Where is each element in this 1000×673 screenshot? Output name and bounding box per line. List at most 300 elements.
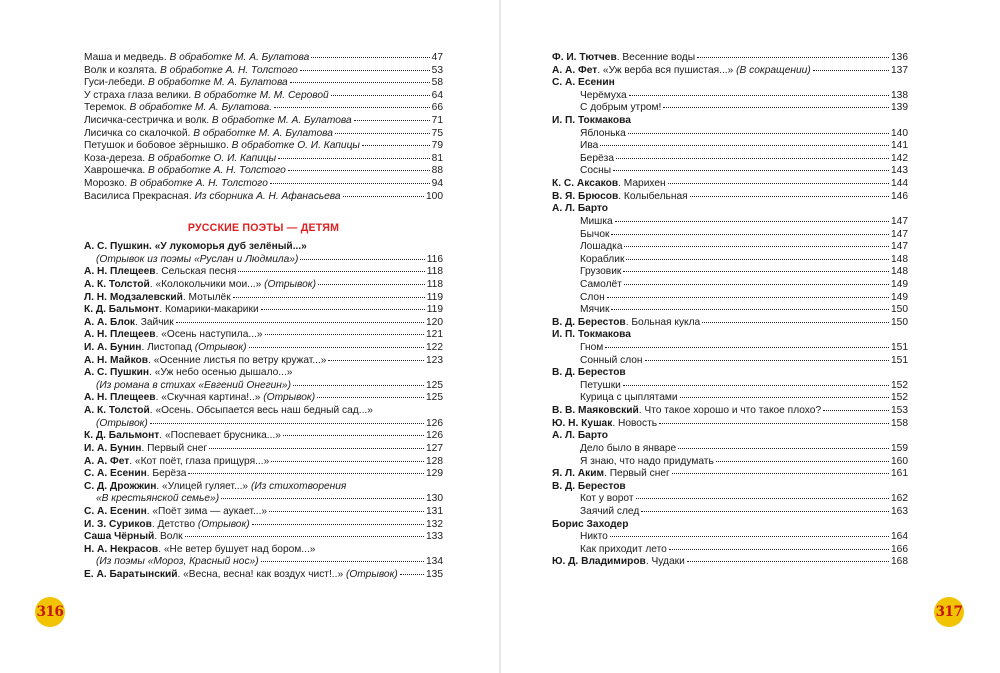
entry-title: Яблонька <box>580 127 626 139</box>
page-ref: 148 <box>891 266 908 278</box>
entry-title: Самолёт <box>580 278 622 290</box>
toc-entry[interactable] <box>84 506 443 519</box>
page-ref: 152 <box>891 392 908 404</box>
leader-dots <box>613 170 889 171</box>
entry-title: Волк и козлята. <box>84 64 158 76</box>
toc-entry[interactable] <box>552 342 908 355</box>
author-name: Саша Чёрный <box>84 531 155 543</box>
toc-entry[interactable] <box>552 456 908 469</box>
page-ref: 140 <box>891 127 908 139</box>
page-ref: 119 <box>426 291 443 303</box>
author-heading: И. П. Токмакова <box>552 329 631 341</box>
entry-note: Из сборника А. Н. Афанасьева <box>194 190 341 202</box>
author-name: Л. Н. Модзалевский <box>84 291 183 303</box>
toc-entry-first-line <box>84 241 443 254</box>
author-name: А. Н. Плещеев <box>84 392 156 404</box>
page-ref: 123 <box>426 354 443 366</box>
leader-dots <box>283 435 424 436</box>
author-name: К. Д. Бальмонт <box>84 430 160 442</box>
entry-title: Грузовик <box>580 266 622 278</box>
toc-entry[interactable] <box>552 128 908 141</box>
page-ref: 148 <box>891 253 908 265</box>
entry-title: . Весенние воды <box>616 52 696 63</box>
page-ref: 135 <box>426 569 443 580</box>
entry-title: . Новость <box>612 417 658 429</box>
page-ref: 75 <box>431 127 443 139</box>
leader-dots <box>607 297 889 298</box>
entry-title: У страха глаза велики. <box>84 89 192 101</box>
entry-note: (Отрывок) <box>195 518 250 530</box>
page-ref: 66 <box>431 102 443 114</box>
page-ref: 149 <box>891 291 908 303</box>
page-number-left: 316 <box>35 597 65 627</box>
author-name: В. В. Маяковский <box>552 405 639 417</box>
entry-title: . «Осень наступила...» <box>155 329 263 341</box>
entry-note: В обработке М. М. Серовой <box>194 89 329 101</box>
toc-entry[interactable] <box>552 229 908 242</box>
page-ref: 125 <box>426 379 443 391</box>
toc-entry[interactable] <box>84 468 443 481</box>
author-heading: В. Д. Берестов <box>552 367 626 379</box>
page-ref: 81 <box>431 152 443 164</box>
toc-entry[interactable] <box>84 115 443 128</box>
page-ref: 100 <box>426 190 443 202</box>
toc-entry[interactable] <box>84 443 443 456</box>
toc-entry[interactable] <box>84 418 443 431</box>
entry-title: Гуси-лебеди. <box>84 77 146 89</box>
author-name: И. А. Бунин <box>84 442 142 454</box>
page-ref: 116 <box>426 253 443 265</box>
entry-title: . «Весна, весна! как воздух чист!..» <box>177 569 344 580</box>
entry-title: . «Колокольчики мои...» <box>149 278 262 290</box>
author-heading: А. Л. Барто <box>552 203 608 215</box>
entry-title: . Первый снег <box>141 442 208 454</box>
page-ref: 137 <box>891 64 908 76</box>
entry-title: . Марихен <box>618 178 666 190</box>
leader-dots <box>605 347 889 348</box>
leader-dots <box>813 70 889 71</box>
page-ref: 153 <box>891 405 908 417</box>
page-ref: 119 <box>426 304 443 316</box>
author-name: Ю. Н. Кушак <box>552 417 613 429</box>
toc-entry[interactable] <box>552 443 908 456</box>
entry-title: . Колыбельная <box>618 190 688 202</box>
leader-dots <box>629 95 889 96</box>
page-ref: 79 <box>431 140 443 152</box>
toc-entry[interactable] <box>84 430 443 443</box>
entry-title: . «Поёт зима — аукает...» <box>146 505 268 517</box>
leader-dots <box>626 259 889 260</box>
toc-entry[interactable] <box>84 569 443 582</box>
leader-dots <box>680 397 889 398</box>
toc-entry[interactable] <box>84 90 443 103</box>
entry-title: Мячик <box>580 304 610 316</box>
page-ref: 125 <box>426 392 443 404</box>
page-ref: 129 <box>426 468 443 480</box>
page-ref: 130 <box>426 493 443 505</box>
entry-note: (В сокращении) <box>733 64 811 76</box>
leader-dots <box>185 536 424 537</box>
leader-dots <box>823 410 889 411</box>
leader-dots <box>221 498 424 499</box>
author-heading: С. А. Есенин <box>552 77 615 89</box>
entry-title: . Чудаки <box>645 556 685 568</box>
toc-entry[interactable] <box>552 493 908 506</box>
toc-entry[interactable] <box>552 355 908 368</box>
author-name: Ю. Д. Владимиров <box>552 556 646 568</box>
entry-title: . «Уж верба вся пушистая...» <box>597 64 734 76</box>
toc-entry[interactable] <box>552 140 908 153</box>
entry-note: «В крестьянской семье») <box>96 493 220 505</box>
author-name: А. Н. Майков <box>84 354 149 366</box>
leader-dots <box>687 561 889 562</box>
toc-entry[interactable] <box>552 191 908 204</box>
entry-note: В обработке М. А. Булатова <box>193 127 333 139</box>
entry-title: Василиса Прекрасная. <box>84 190 192 202</box>
entry-title: Дело было в январе <box>580 442 677 454</box>
entry-note: (Из романа в стихах «Евгений Онегин») <box>96 379 291 391</box>
leader-dots <box>288 170 430 171</box>
page-ref: 134 <box>426 556 443 568</box>
toc-entry[interactable] <box>84 254 443 267</box>
entry-title: С добрым утром! <box>580 102 662 114</box>
toc-entry[interactable] <box>84 304 443 317</box>
leader-dots <box>317 397 424 398</box>
entry-note: В обработке М. А. Булатова <box>147 77 288 89</box>
left-page-contents <box>84 52 443 582</box>
toc-entry[interactable] <box>84 556 443 569</box>
page-ref: 162 <box>891 493 908 505</box>
toc-entry[interactable] <box>84 317 443 330</box>
toc-entry[interactable] <box>84 329 443 342</box>
author-name: А. К. Толстой <box>84 278 150 290</box>
toc-entry[interactable] <box>84 342 443 355</box>
author-name: К. Д. Бальмонт <box>84 304 160 316</box>
entry-title: Бычок <box>580 228 610 240</box>
toc-entry[interactable] <box>552 178 908 191</box>
toc-entry[interactable] <box>552 266 908 279</box>
author-heading: А. Л. Барто <box>552 430 608 442</box>
author-name: А. Н. Плещеев <box>84 329 156 341</box>
toc-entry[interactable] <box>552 153 908 166</box>
leader-dots <box>271 461 424 462</box>
leader-dots <box>669 549 889 550</box>
leader-dots <box>690 196 889 197</box>
entry-title: Кораблик <box>580 253 625 265</box>
toc-entry[interactable] <box>84 519 443 532</box>
toc-entry[interactable] <box>552 254 908 267</box>
entry-title: Заячий след <box>580 505 640 517</box>
entry-note: В обработке О. И. Капицы <box>231 140 360 152</box>
entry-title: Слон <box>580 291 605 303</box>
entry-note: (Отрывок) <box>260 392 316 404</box>
entry-title: Сонный слон <box>580 354 643 366</box>
toc-entry[interactable] <box>552 216 908 229</box>
leader-dots <box>261 561 424 562</box>
page-ref: 161 <box>891 468 908 480</box>
entry-note: (Отрывок) <box>261 278 316 290</box>
entry-note: В обработке М. А. Булатова. <box>129 102 273 114</box>
toc-entry[interactable] <box>84 140 443 153</box>
leader-dots <box>623 385 889 386</box>
entry-title: . Сельская песня <box>155 266 237 278</box>
toc-entry[interactable] <box>84 380 443 393</box>
toc-entry[interactable] <box>84 77 443 90</box>
leader-dots <box>610 536 889 537</box>
toc-entry-first-line <box>84 405 443 418</box>
page-ref: 132 <box>426 518 443 530</box>
entry-title: . Листопад <box>141 342 192 354</box>
leader-dots <box>188 473 424 474</box>
page-ref: 139 <box>891 102 908 114</box>
toc-entry[interactable] <box>552 531 908 544</box>
toc-entry[interactable] <box>552 506 908 519</box>
page-ref: 147 <box>891 228 908 240</box>
leader-dots <box>318 284 425 285</box>
entry-note: В обработке А. Н. Толстого <box>130 178 268 190</box>
entry-title: Маша и медведь. <box>84 52 167 63</box>
author-name: С. А. Есенин <box>84 468 147 480</box>
entry-title: Хаврошечка. <box>84 165 146 177</box>
right-page-contents <box>552 52 908 569</box>
leader-dots <box>252 524 424 525</box>
entry-note: В обработке О. И. Капицы <box>147 152 277 164</box>
page-ref: 141 <box>891 140 908 152</box>
page-ref: 147 <box>891 241 908 253</box>
entry-title: . «Улицей гуляет...» <box>156 480 249 492</box>
page-ref: 118 <box>426 266 443 278</box>
page-ref: 151 <box>891 354 908 366</box>
toc-entry[interactable] <box>552 392 908 405</box>
entry-title: Лисичка-сестричка и волк. <box>84 115 210 127</box>
leader-dots <box>616 158 889 159</box>
author-name: А. А. Блок <box>84 316 136 328</box>
entry-note: В обработке М. А. Булатова <box>169 52 310 63</box>
toc-entry[interactable] <box>552 292 908 305</box>
leader-dots <box>300 70 430 71</box>
author-name: А. С. Пушкин <box>84 367 150 379</box>
leader-dots <box>354 120 430 121</box>
author-name: А. К. Толстой <box>84 405 150 417</box>
entry-title: . Берёза <box>146 468 187 480</box>
leader-dots <box>615 221 889 222</box>
toc-entry[interactable] <box>84 279 443 292</box>
leader-dots <box>274 107 430 108</box>
toc-entry[interactable] <box>552 102 908 115</box>
toc-entry[interactable] <box>552 52 908 65</box>
toc-entry[interactable] <box>84 128 443 141</box>
entry-note: (Отрывок) <box>191 342 247 354</box>
entry-title: . Комарики-макарики <box>159 304 259 316</box>
toc-entry[interactable] <box>84 355 443 368</box>
page-ref: 158 <box>891 417 908 429</box>
toc-entry[interactable] <box>84 531 443 544</box>
leader-dots <box>645 360 889 361</box>
leader-dots <box>269 511 424 512</box>
entry-title: . «Осенние листья по ветру кружат...» <box>148 354 327 366</box>
entry-title: Как приходит лето <box>580 543 667 555</box>
author-name: А. А. Фет <box>84 455 130 467</box>
author-heading: И. П. Токмакова <box>552 115 631 127</box>
entry-title: Коза-дереза. <box>84 152 146 164</box>
toc-entry[interactable] <box>84 266 443 279</box>
toc-entry[interactable] <box>552 405 908 418</box>
toc-entry[interactable] <box>552 65 908 78</box>
entry-title: . Мотылёк <box>182 291 231 303</box>
toc-entry[interactable] <box>84 102 443 115</box>
leader-dots <box>624 284 889 285</box>
entry-title: . «Уж небо осенью дышало...» <box>149 367 293 379</box>
page-ref: 64 <box>431 89 443 101</box>
toc-entry[interactable] <box>552 468 908 481</box>
leader-dots <box>702 322 889 323</box>
page-ref: 71 <box>431 115 443 127</box>
leader-dots <box>209 448 424 449</box>
leader-dots <box>311 57 429 58</box>
leader-dots <box>270 183 430 184</box>
entry-title: Лисичка со скалочкой. <box>84 127 191 139</box>
page-ref: 122 <box>426 342 443 354</box>
leader-dots <box>668 183 889 184</box>
toc-entry[interactable] <box>84 456 443 469</box>
entry-note: В обработке М. А. Булатова <box>211 115 352 127</box>
page-ref: 127 <box>426 442 443 454</box>
leader-dots <box>265 334 424 335</box>
page-ref: 53 <box>431 64 443 76</box>
entry-title: Ива <box>580 140 599 152</box>
toc-entry[interactable] <box>552 90 908 103</box>
toc-entry[interactable] <box>552 317 908 330</box>
author-name: С. Д. Дрожжин <box>84 480 157 492</box>
toc-entry[interactable] <box>84 65 443 78</box>
author-name: Е. А. Баратынский <box>84 569 178 580</box>
author-heading: Борис Заходер <box>552 518 629 530</box>
toc-entry[interactable] <box>552 165 908 178</box>
page-ref: 147 <box>891 215 908 227</box>
book-spine <box>499 0 501 673</box>
leader-dots <box>611 234 889 235</box>
entry-title: . «Скучная картина!..» <box>155 392 261 404</box>
leader-dots <box>641 511 889 512</box>
page-ref: 47 <box>431 52 443 63</box>
entry-title: Мишка <box>580 215 613 227</box>
page-ref: 131 <box>426 505 443 517</box>
entry-title: Петушки <box>580 379 621 391</box>
leader-dots <box>623 271 889 272</box>
author-name: В. Я. Брюсов <box>552 190 619 202</box>
leader-dots <box>331 95 430 96</box>
leader-dots <box>678 448 889 449</box>
leader-dots <box>636 498 889 499</box>
page-ref: 133 <box>426 531 443 543</box>
entry-title: Кот у ворот <box>580 493 634 505</box>
page-number-right: 317 <box>934 597 964 627</box>
author-name: А. С. Пушкин <box>84 241 150 253</box>
entry-title: Гном <box>580 342 604 354</box>
page-ref: 136 <box>891 52 908 63</box>
leader-dots <box>343 196 424 197</box>
toc-entry[interactable] <box>552 418 908 431</box>
toc-entry[interactable] <box>84 191 443 204</box>
page-ref: 138 <box>891 89 908 101</box>
toc-entry[interactable] <box>84 165 443 178</box>
page-ref: 160 <box>891 455 908 467</box>
entry-title: . «Не ветер бушует над бором...» <box>158 543 316 555</box>
page-ref: 126 <box>426 417 443 429</box>
toc-entry-first-line <box>84 544 443 557</box>
entry-title: . «Осень. Обсыпается весь наш бедный сад...» <box>149 405 373 417</box>
entry-title: . Детство <box>151 518 196 530</box>
leader-dots <box>716 461 889 462</box>
leader-dots <box>624 246 889 247</box>
toc-entry[interactable] <box>84 153 443 166</box>
leader-dots <box>176 322 424 323</box>
leader-dots <box>293 385 424 386</box>
author-name: С. А. Есенин <box>84 505 147 517</box>
entry-note: (Отрывок) <box>343 569 398 580</box>
toc-entry[interactable] <box>84 178 443 191</box>
page-ref: 159 <box>891 442 908 454</box>
entry-title: . Волк <box>154 531 183 543</box>
entry-title: . Первый снег <box>604 468 670 480</box>
leader-dots <box>611 309 889 310</box>
entry-title: Курица с цыплятами <box>580 392 678 404</box>
page-ref: 121 <box>426 329 443 341</box>
author-name: А. А. Фет <box>552 64 598 76</box>
leader-dots <box>300 259 424 260</box>
toc-entry[interactable] <box>552 279 908 292</box>
entry-title: . «Кот поёт, глаза прищуря...» <box>129 455 270 467</box>
leader-dots <box>150 423 424 424</box>
page-ref: 149 <box>891 278 908 290</box>
entry-note: (Отрывок) <box>96 417 148 429</box>
section-title: РУССКИЕ ПОЭТЫ — ДЕТЯМ <box>187 221 340 234</box>
entry-title: . Что такое хорошо и что такое плохо? <box>638 405 822 417</box>
toc-entry[interactable] <box>84 292 443 305</box>
toc-entry[interactable] <box>552 544 908 557</box>
toc-entry[interactable] <box>552 556 908 569</box>
leader-dots <box>400 574 424 575</box>
entry-note: (Из поэмы «Мороз, Красный нос») <box>96 556 259 568</box>
toc-entry[interactable] <box>84 52 443 65</box>
entry-title: . «Поспевает брусника...» <box>159 430 281 442</box>
page-ref: 128 <box>426 455 443 467</box>
author-name: В. Д. Берестов <box>552 316 626 328</box>
leader-dots <box>290 82 430 83</box>
entry-title: Никто <box>580 531 608 543</box>
page-ref: 144 <box>891 178 908 190</box>
entry-note: (Из стихотворения <box>248 480 347 492</box>
leader-dots <box>335 133 430 134</box>
page-ref: 126 <box>426 430 443 442</box>
toc-entry-first-line <box>84 481 443 494</box>
entry-title: . «У лукоморья дуб зелёный...» <box>149 241 307 253</box>
toc-entry[interactable] <box>84 392 443 405</box>
entry-note: В обработке А. Н. Толстого <box>148 165 286 177</box>
page-ref: 168 <box>891 556 908 568</box>
entry-title: Сосны <box>580 165 612 177</box>
toc-entry[interactable] <box>552 304 908 317</box>
toc-entry[interactable] <box>552 380 908 393</box>
page-ref: 152 <box>891 379 908 391</box>
leader-dots <box>249 347 424 348</box>
entry-title: Берёза <box>580 152 615 164</box>
toc-entry[interactable] <box>552 241 908 254</box>
leader-dots <box>261 309 425 310</box>
page-ref: 118 <box>426 278 443 290</box>
toc-entry[interactable] <box>84 493 443 506</box>
page-ref: 58 <box>431 77 443 89</box>
